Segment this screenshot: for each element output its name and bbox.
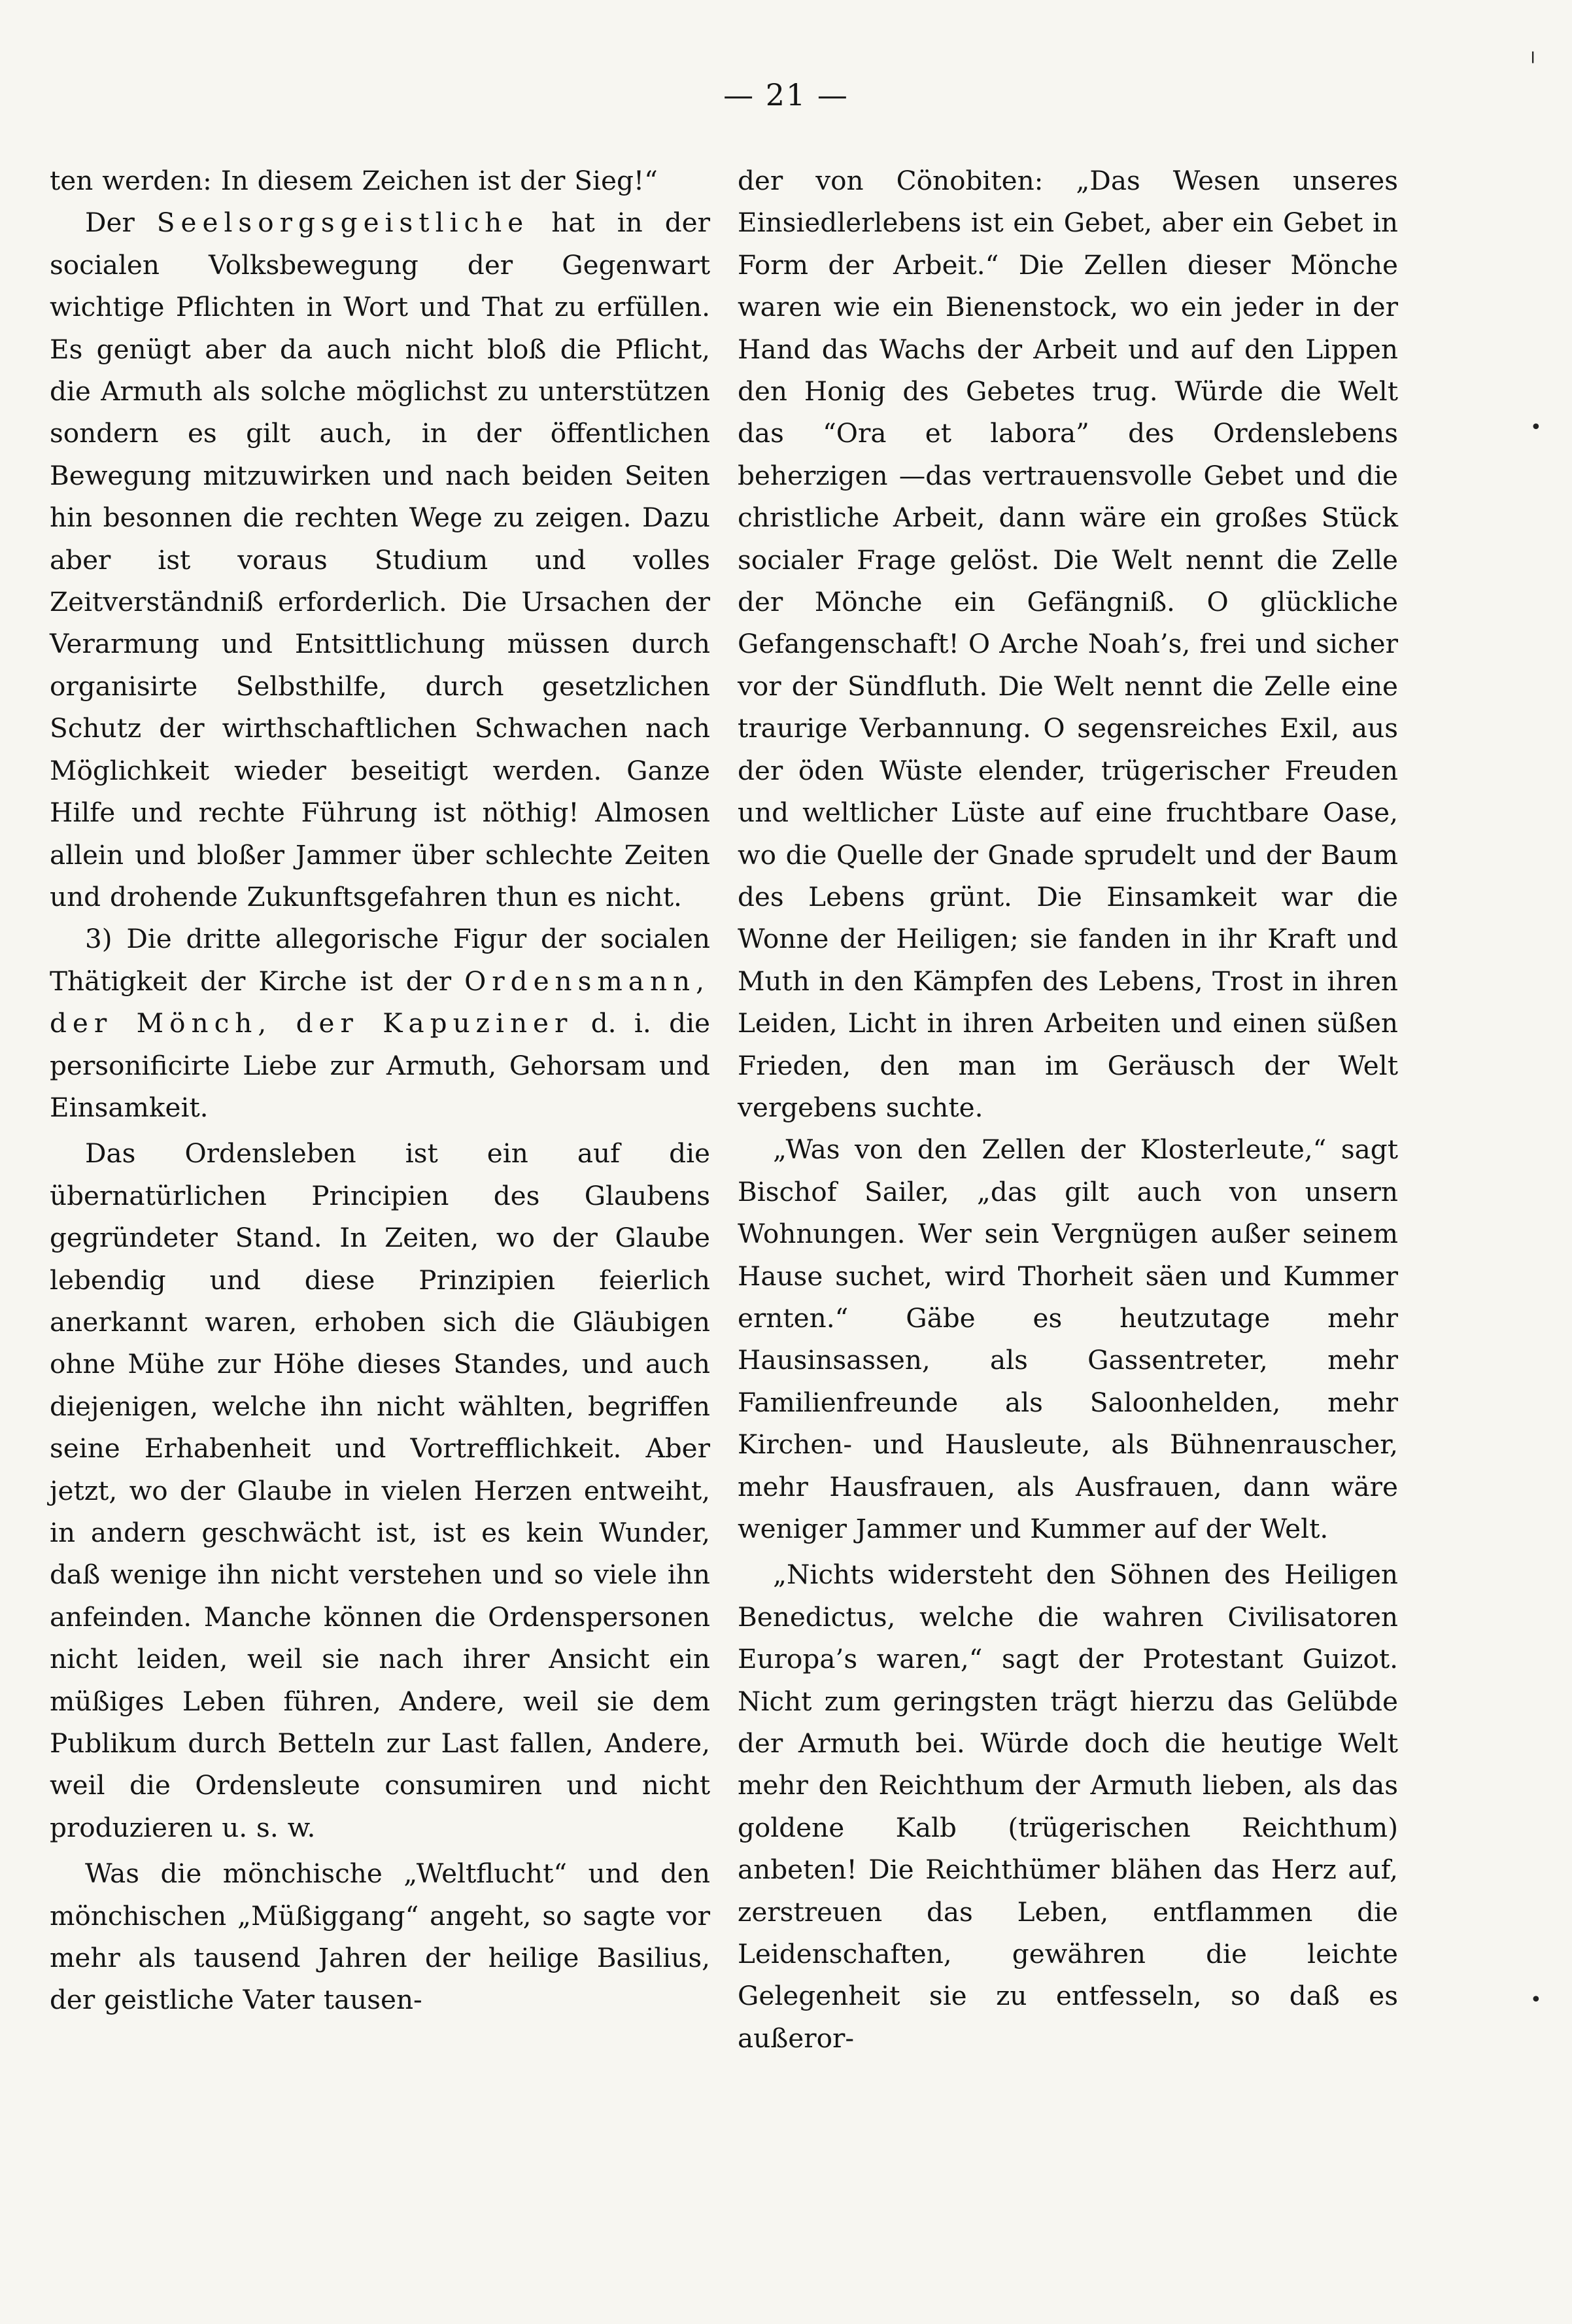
paragraph-lead: 3) Die dritte allegorische Figur der socialen Thätigkeit der Kirche ist der (50, 923, 710, 997)
paragraph-text: hat in der socialen Volksbewegung der Gegenwart wichtige Pflichten in Wort und That zu erfüllen. Es genügt aber da auch nicht bloß die Pflicht, die Armuth als solche möglichst zu unterstützen sondern es gilt auch, in der öffentlichen Bewegung mitzuwirken und nach beiden Seiten hin besonnen die rechten Wege zu zeigen. Dazu aber ist voraus Studium und volles Zeitverständniß erforderlich. Die Ursachen der Verarmung und Entsittlichung müssen durch organisirte Selbsthilfe, durch gesetzlichen Schutz der wirthschaftlichen Schwachen nach Möglichkeit wieder beseitigt werden. Ganze Hilfe und rechte Führung ist nöthig! Almosen allein und bloßer Jammer über schlechte Zeiten und drohende Zukunftsgefahren thun es nicht. (50, 207, 710, 912)
paragraph-ordensmann (50, 918, 710, 1128)
paragraph-sailer-quote (738, 1128, 1398, 1550)
margin-dot-mark: • (1530, 416, 1542, 439)
paragraph-ordensleben (50, 1132, 710, 1848)
page-number: — 21 — (723, 77, 849, 113)
left-text-column (50, 160, 710, 2021)
right-text-column (738, 160, 1398, 2059)
paragraph-weltflucht (50, 1852, 710, 2021)
paragraph-text: „Nichts widersteht den Söhnen des Heiligen Benedictus, welche die wahren Civilisatoren Europa’s waren,“ sagt der Protestant Guizot. Nicht zum geringsten trägt hierzu das Gelübde der Armuth bei. Würde doch die heutige Welt mehr den Reichthum der Armuth lieben, als das goldene Kalb (trügerischen Reichthum) anbeten! Die Reichthümer blähen das Herz auf, zerstreuen das Leben, entflammen die Leidenschaften, gewähren die leichte Gelegenheit sie zu entfesseln, so daß es außeror- (738, 1559, 1398, 2054)
margin-dot-mark: • (1530, 1988, 1542, 2011)
paragraph-guizot-quote (738, 1553, 1398, 2059)
paragraph-text: ten werden: In diesem Zeichen ist der Sieg!“ (50, 165, 658, 196)
paragraph-text: „Was von den Zellen der Klosterleute,“ sagt Bischof Sailer, „das gilt auch von unsern Wohnungen. Wer sein Vergnügen außer seinem Hause suchet, wird Thorheit säen und Kummer ernten.“ Gäbe es heutzutage mehr Hausinsassen, als Gassentreter, mehr Familienfreunde als Saloonhelden, mehr Kirchen- und Hausleute, als Bühnenrauscher, mehr Hausfrauen, als Ausfrauen, dann wäre weniger Jammer und Kummer auf der Welt. (738, 1134, 1398, 1544)
margin-tick-mark: ╷ (1527, 41, 1539, 63)
paragraph-continuation (50, 160, 710, 201)
paragraph-text: d. i. die personificirte Liebe zur Armuth, Gehorsam und Einsamkeit. (50, 1007, 710, 1123)
paragraph-text: Was die mönchische „Weltflucht“ und den mönchischen „Müßiggang“ angeht, so sagte vor mehr als tausend Jahren der heilige Basilius, der geistliche Vater tausen- (50, 1858, 710, 2016)
spaced-emphasis: Seelsorgsgeistliche (156, 207, 530, 239)
paragraph-seelsorger (50, 201, 710, 918)
paragraph-text: der von Cönobiten: „Das Wesen unseres Einsiedlerlebens ist ein Gebet, aber ein Gebet in Form der Arbeit.“ Die Zellen dieser Mönche waren wie ein Bienenstock, wo ein jeder in der Hand das Wachs der Arbeit und auf den Lippen den Honig des Gebetes trug. Würde die Welt das “Ora et labora” des Ordenslebens beherzigen —das vertrauensvolle Gebet und die christliche Arbeit, dann wäre ein großes Stück socialer Frage gelöst. Die Welt nennt die Zelle der Mönche ein Gefängniß. O glückliche Gefangenschaft! O Arche Noah’s, frei und sicher vor der Sündfluth. Die Welt nennt die Zelle eine traurige Verbannung. O segensreiches Exil, aus der öden Wüste elender, trügerischer Freuden und weltlicher Lüste auf eine fruchtbare Oase, wo die Quelle der Gnade sprudelt und der Baum des Lebens grünt. Die Einsamkeit war die Wonne der Heiligen; sie fanden in ihr Kraft und Muth in den Kämpfen des Lebens, Trost in ihren Leiden, Licht in ihren Arbeiten und einen süßen Frieden, den man im Geräusch der Welt vergebens suchte. (738, 165, 1398, 1123)
paragraph-text: Das Ordensleben ist ein auf die übernatürlichen Principien des Glaubens gegründeter Stand. In Zeiten, wo der Glaube lebendig und diese Prinzipien feierlich anerkannt waren, erhoben sich die Gläubigen ohne Mühe zur Höhe dieses Standes, und auch diejenigen, welche ihn nicht wählten, begriffen seine Erhabenheit und Vortrefflichkeit. Aber jetzt, wo der Glaube in vielen Herzen entweiht, in andern geschwächt ist, ist es kein Wunder, daß wenige ihn nicht verstehen und so viele ihn anfeinden. Manche können die Ordenspersonen nicht leiden, weil sie nach ihrer Ansicht ein müßiges Leben führen, Andere, weil sie dem Publikum durch Betteln zur Last fallen, Andere, weil die Ordensleute consumiren und nicht produzieren u. s. w. (50, 1137, 710, 1843)
paragraph-lead: Der (85, 207, 157, 239)
spaced-emphasis: Ordensmann, der Mönch, der Kapuziner (50, 965, 710, 1039)
paragraph-cenobites (738, 160, 1398, 1128)
